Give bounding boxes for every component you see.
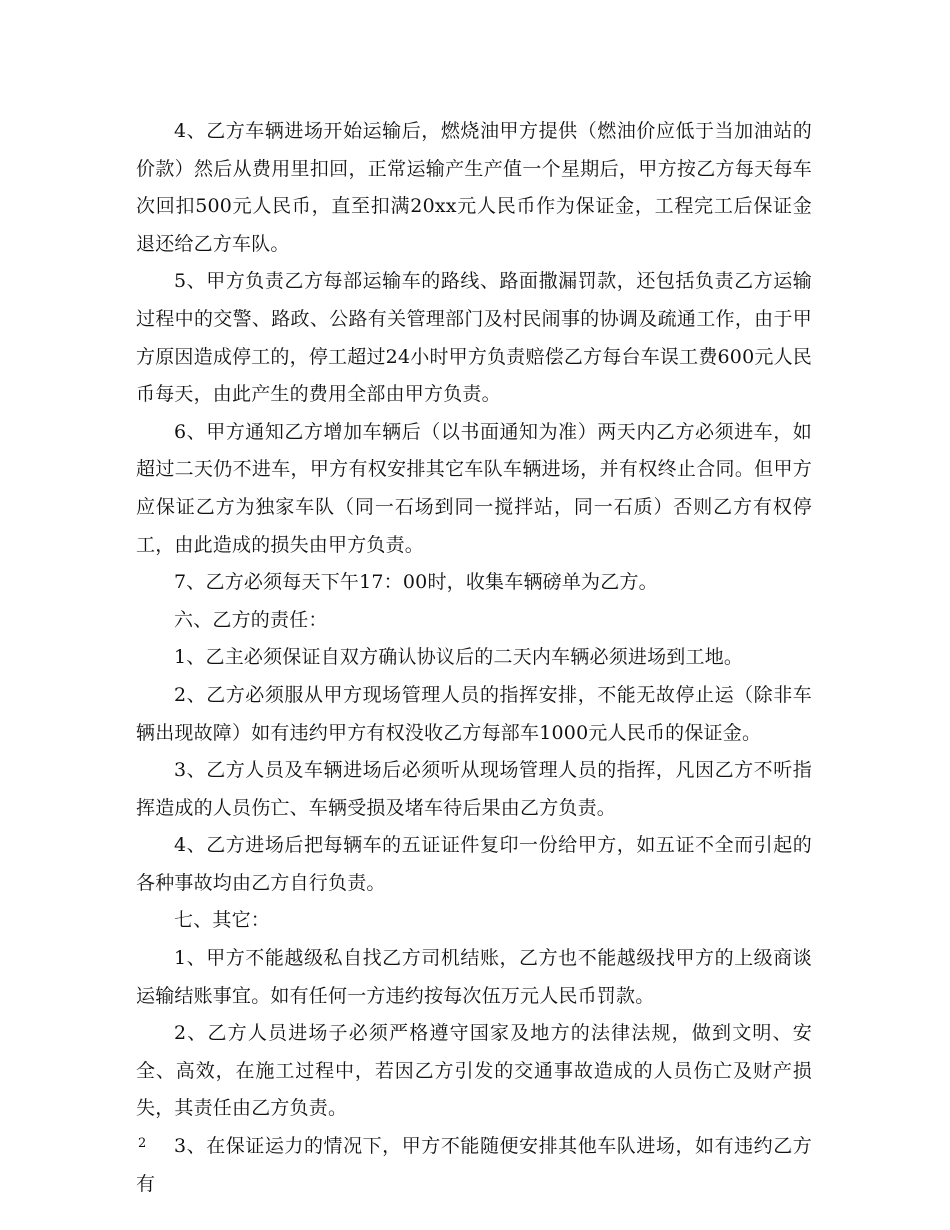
section-heading-other: 七、其它：: [174, 909, 271, 932]
paragraph-clause-6-2: 2、乙方必须服从甲方现场管理人员的指挥安排，不能无故停止运（除非车辆出现故障）如有违约甲方有权没收乙方每部车1000元人民币的保证金。: [136, 683, 812, 744]
paragraph-clause-5-7: 7、乙方必须每天下午17：00时，收集车辆磅单为乙方。: [174, 571, 658, 594]
document-body: [136, 113, 812, 1203]
paragraph-clause-6-3: 3、乙方人员及车辆进场后必须听从现场管理人员的指挥，凡因乙方不听指挥造成的人员伤亡、车辆受损及堵车待后果由乙方负责。: [136, 759, 812, 819]
paragraph-clause-5-5: 5、甲方负责乙方每部运输车的路线、路面撒漏罚款，还包括负责乙方运输过程中的交警、路政、公路有关管理部门及村民闹事的协调及疏通工作，由于甲方原因造成停工的，停工超过24小时甲方负责赔偿乙方每台车误工费600元人民币每天，由此产生的费用全部由甲方负责。: [136, 270, 812, 406]
paragraph-clause-7-1: 1、甲方不能越级私自找乙方司机结账，乙方也不能越级找甲方的上级商谈运输结账事宜。如有任何一方违约按每次伍万元人民币罚款。: [136, 947, 812, 1007]
paragraph-clause-6-1: 1、乙主必须保证自双方确认协议后的二天内车辆必须进场到工地。: [174, 646, 744, 669]
section-heading-party-b-duties: 六、乙方的责任：: [174, 608, 328, 631]
paragraph-clause-6-4: 4、乙方进场后把每辆车的五证证件复印一份给甲方，如五证不全而引起的各种事故均由乙方自行负责。: [136, 834, 812, 894]
paragraph-clause-5-4: 4、乙方车辆进场开始运输后，燃烧油甲方提供（燃油价应低于当加油站的价款）然后从费用里扣回，正常运输产生产值一个星期后，甲方按乙方每天每车次回扣500元人民币，直至扣满20xx元人民币作为保证金，工程完工后保证金退还给乙方车队。: [136, 120, 812, 255]
page-number: 2: [138, 1136, 147, 1151]
paragraph-clause-7-2: 2、乙方人员进场子必须严格遵守国家及地方的法律法规，做到文明、安全、高效，在施工过程中，若因乙方引发的交通事故造成的人员伤亡及财产损失，其责任由乙方负责。: [136, 1022, 812, 1120]
paragraph-clause-7-3: 3、在保证运力的情况下，甲方不能随便安排其他车队进场，如有违约乙方有: [136, 1135, 812, 1195]
paragraph-clause-5-6: 6、甲方通知乙方增加车辆后（以书面通知为准）两天内乙方必须进车，如超过二天仍不进车，甲方有权安排其它车队车辆进场，并有权终止合同。但甲方应保证乙方为独家车队（同一石场到同一搅拌站，同一石质）否则乙方有权停工，由此造成的损失由甲方负责。: [136, 420, 812, 556]
